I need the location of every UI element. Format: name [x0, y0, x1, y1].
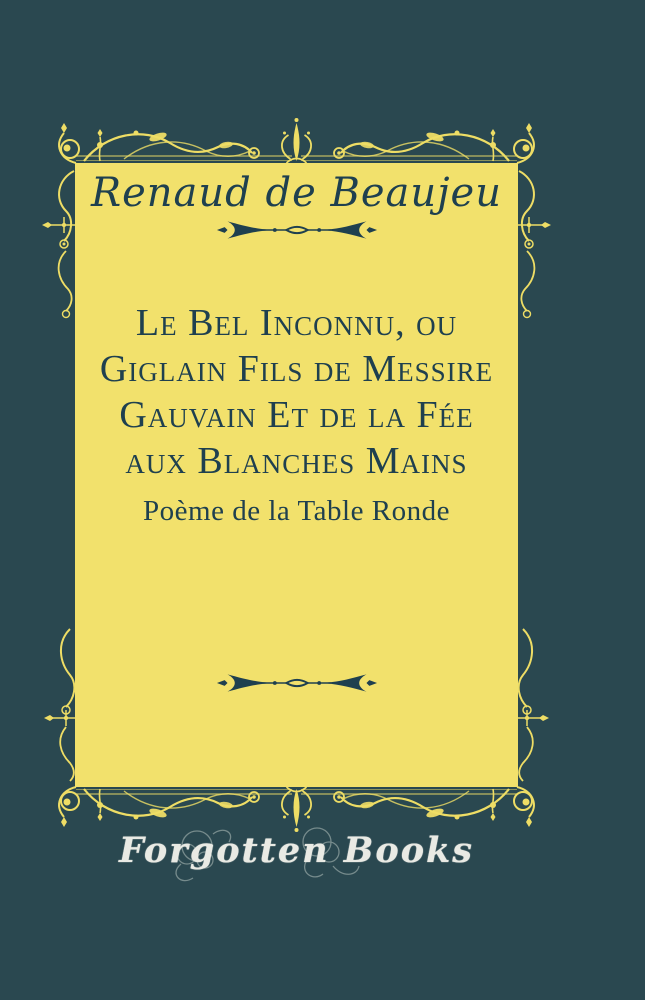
publisher-logo-text: Forgotten Books	[119, 830, 474, 871]
arrow-divider-icon	[215, 217, 379, 243]
book-title	[75, 300, 518, 484]
title-line: aux Blanches Mains	[125, 440, 468, 482]
publisher-logo	[75, 816, 518, 896]
title-line: Gauvain Et de la Fée	[119, 394, 474, 436]
title-line: Giglain Fils de Messire	[99, 348, 494, 390]
arrow-divider-icon	[215, 670, 379, 696]
title-panel	[75, 163, 518, 787]
author-name: Renaud de Beaujeu	[91, 170, 502, 216]
title-line: Le Bel Inconnu, ou	[135, 302, 458, 344]
book-subtitle: Poème de la Table Ronde	[143, 495, 450, 527]
